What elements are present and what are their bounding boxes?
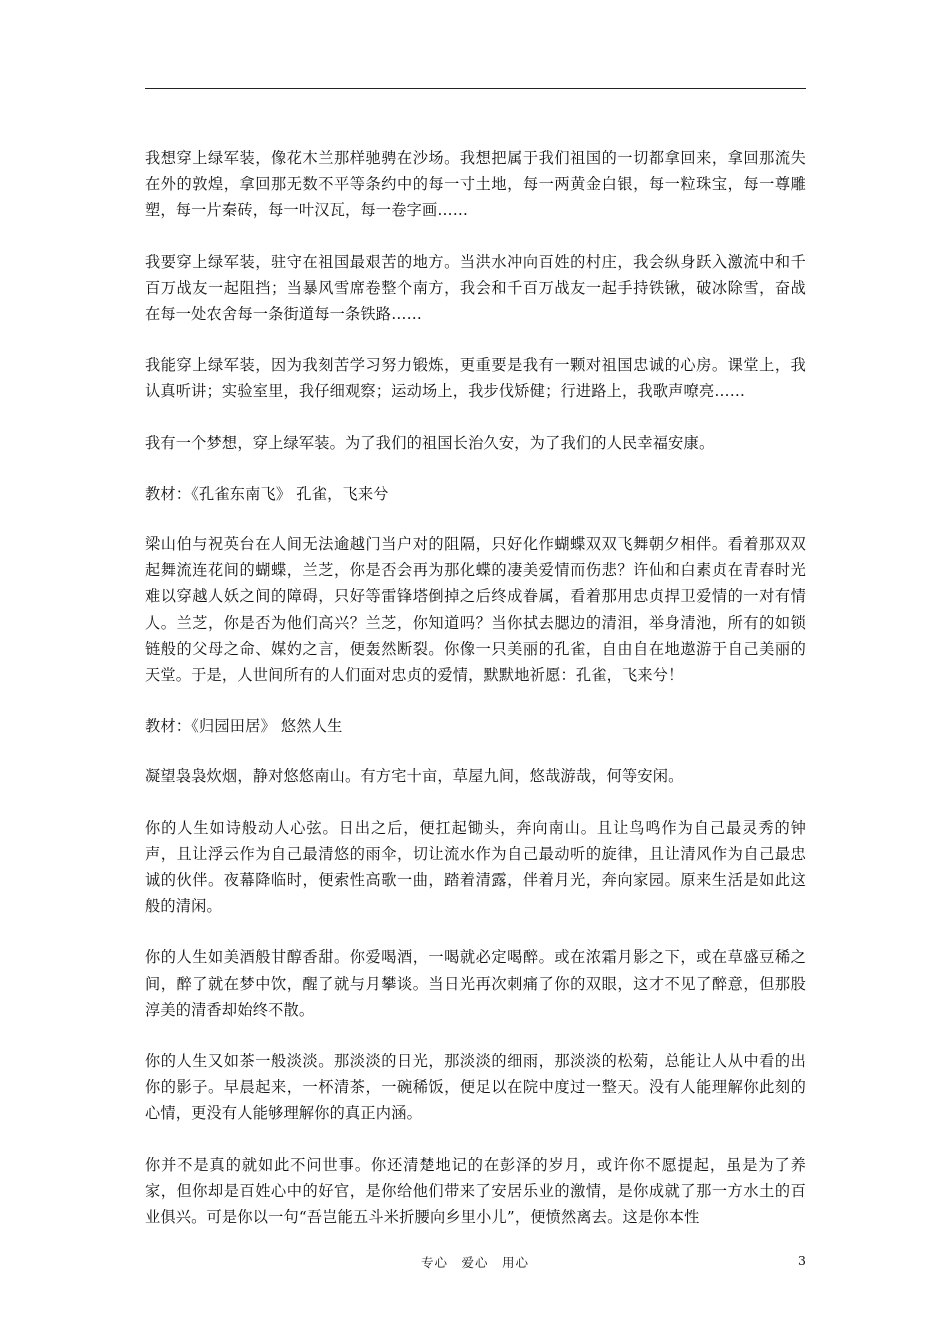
header-rule bbox=[145, 88, 806, 89]
paragraph-green-uniform-3: 我能穿上绿军装，因为我刻苦学习努力锻炼，更重要是我有一颗对祖国忠诚的心房。课堂上，我认真听讲；实验室里，我仔细观察；运动场上，我步伐矫健；行进路上，我歌声嘹亮…… bbox=[145, 356, 806, 401]
paragraph-pastoral-5: 你并不是真的就如此不问世事。你还清楚地记的在彭泽的岁月，或许你不愿提起，虽是为了养家，但你却是百姓心中的好官，是你给他们带来了安居乐业的激情，是你成就了那一方水土的百业俱兴。可是你以一句“吾岂能五斗米折腰向乡里小儿”，便愤然离去。这是你本性 bbox=[145, 1155, 806, 1227]
paragraph-pastoral-1: 凝望袅袅炊烟，静对悠悠南山。有方宅十亩，草屋九间，悠哉游哉，何等安闲。 bbox=[145, 767, 684, 786]
section-heading-peacock: 教材：《孔雀东南飞》 孔雀，飞来兮 bbox=[145, 484, 389, 503]
paragraph-pastoral-4: 你的人生又如茶一般淡淡。那淡淡的日光，那淡淡的细雨，那淡淡的松菊，总能让人从中看的出你的影子。早晨起来，一杯清茶，一碗稀饭，便足以在院中度过一整天。没有人能理解你此刻的心情，更没有人能够理解你的真正内涵。 bbox=[145, 1052, 806, 1123]
footer-motto: 专心 爱心 用心 bbox=[420, 1255, 529, 1270]
paragraph-green-uniform-2: 我要穿上绿军装，驻守在祖国最艰苦的地方。当洪水冲向百姓的村庄，我会纵身跃入激流中和千百万战友一起阻挡；当暴风雪席卷整个南方，我会和千百万战友一起手持铁锹，破冰除雪，奋战在每一处农舍每一条街道每一条铁路…… bbox=[145, 252, 806, 324]
section-heading-pastoral: 教材：《归园田居》 悠然人生 bbox=[145, 717, 343, 736]
page-number: 3 bbox=[798, 1253, 806, 1268]
paragraph-pastoral-3: 你的人生如美酒般甘醇香甜。你爱喝酒，一喝就必定喝醉。或在浓霜月影之下，或在草盛豆稀之间，醉了就在梦中饮，醒了就与月攀谈。当日光再次刺痛了你的双眼，这才不见了醉意，但那股淳美的清香却始终不散。 bbox=[145, 948, 806, 1019]
paragraph-pastoral-2: 你的人生如诗般动人心弦。日出之后，便扛起锄头，奔向南山。且让鸟鸣作为自己最灵秀的钟声，且让浮云作为自己最清悠的雨伞，切让流水作为自己最动听的旋律，且让清风作为自己最忠诚的伙伴。夜幕降临时，便索性高歌一曲，踏着清露，伴着月光，奔向家园。原来生活是如此这般的清闲。 bbox=[145, 818, 806, 916]
document-body bbox=[145, 145, 806, 1255]
paragraph-green-uniform-1: 我想穿上绿军装，像花木兰那样驰骋在沙场。我想把属于我们祖国的一切都拿回来，拿回那流失在外的敦煌，拿回那无数不平等条约中的每一寸土地，每一两黄金白银，每一粒珠宝，每一尊雕塑，每一片秦砖，每一叶汉瓦，每一卷字画…… bbox=[145, 149, 806, 220]
paragraph-green-uniform-4: 我有一个梦想，穿上绿军装。为了我们的祖国长治久安，为了我们的人民幸福安康。 bbox=[145, 433, 715, 452]
paragraph-peacock: 梁山伯与祝英台在人间无法逾越门当户对的阻隔，只好化作蝴蝶双双飞舞朝夕相伴。看着那双双起舞流连花间的蝴蝶，兰芝，你是否会再为那化蝶的凄美爱情而伤悲？许仙和白素贞在青春时光难以穿越人妖之间的障碍，只好等雷锋塔倒掉之后终成眷属，看着那用忠贞捍卫爱情的一对有情人。兰芝，你是否为他们高兴？兰芝，你知道吗？当你拭去腮边的清泪，举身清池，所有的如锁链般的父母之命、媒妁之言，便轰然断裂。你像一只美丽的孔雀，自由自在地遨游于自己美丽的天堂。于是，人世间所有的人们面对忠贞的爱情，默默地祈愿：孔雀，飞来兮！ bbox=[145, 535, 806, 685]
